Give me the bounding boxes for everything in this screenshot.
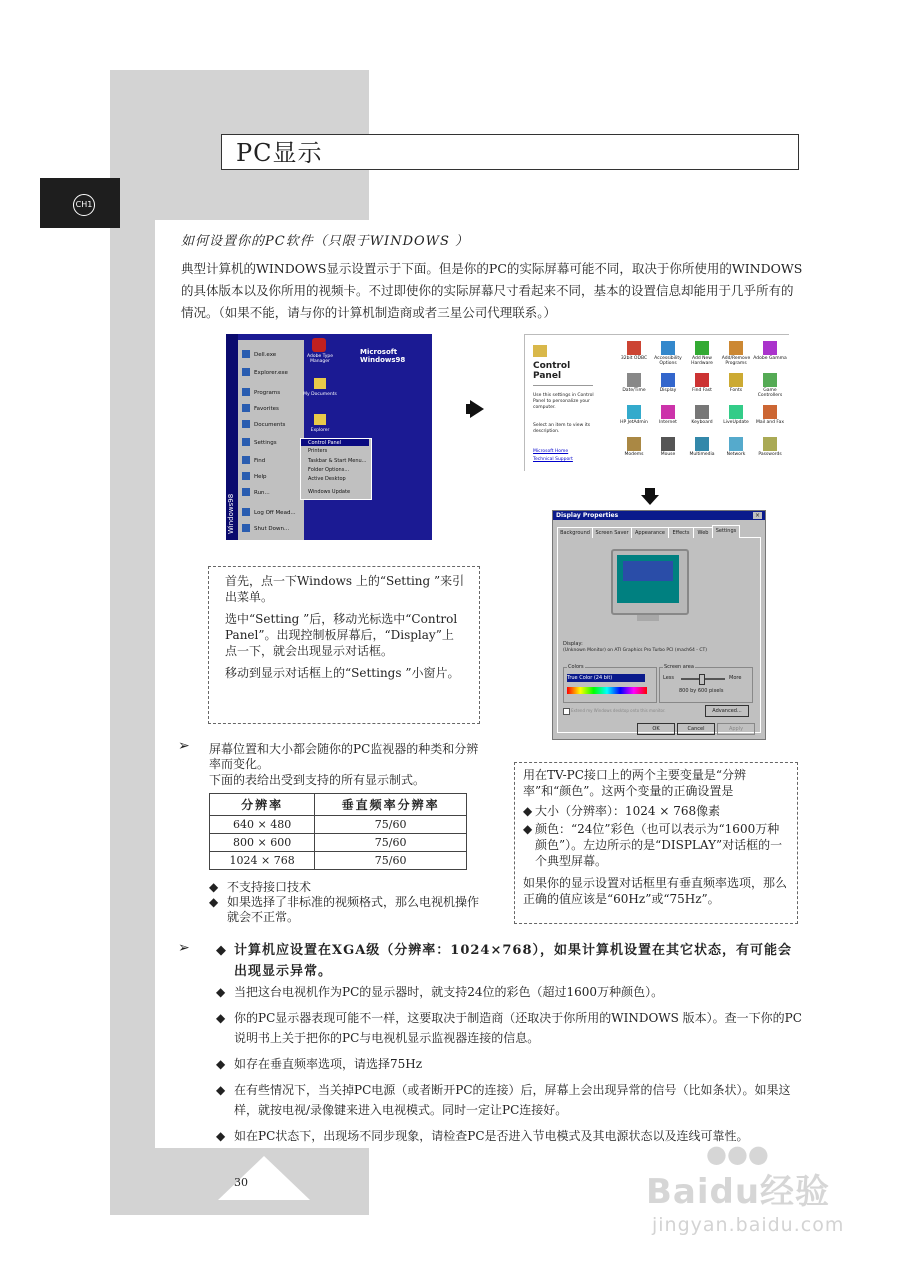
- paw-icon: ●●●: [706, 1140, 769, 1168]
- start-menu-item[interactable]: Favorites: [254, 406, 279, 412]
- bullet-item: ◆ 如果选择了非标准的视频格式，那么电视机操作就会不正常。: [209, 895, 480, 924]
- control-panel-item-label[interactable]: Adobe Gamma: [753, 356, 787, 361]
- control-panel-item-label[interactable]: Game Controllers: [757, 388, 783, 398]
- unsupported-bullets: [209, 880, 481, 925]
- control-panel-item-label[interactable]: Find Fast: [692, 388, 712, 393]
- extend-checkbox-label: Extend my Windows desktop onto this monitor.: [571, 708, 666, 713]
- menu-item-icon: [242, 404, 250, 412]
- bullet-icon: ◆: [216, 1011, 226, 1025]
- tab-background[interactable]: Background: [557, 527, 593, 538]
- start-menu-item[interactable]: Find: [254, 458, 266, 464]
- tab-effects[interactable]: Effects: [668, 527, 694, 538]
- headline-note: ◆ 计算机应设置在XGA级（分辨率：1024×768），如果计算机设置在其它状态，有可能会出现显示异常。: [216, 943, 792, 979]
- side-label: Windows98: [227, 493, 235, 534]
- control-panel-item-label[interactable]: Fonts: [729, 388, 743, 393]
- more-label: More: [729, 675, 742, 681]
- left-gray-bar: [110, 70, 155, 1215]
- ok-button[interactable]: OK: [637, 723, 675, 735]
- control-panel-item-icon[interactable]: [661, 373, 675, 387]
- intro-paragraph: 典型计算机的WINDOWS显示设置示于下面。但是你的PC的实际屏幕可能不同，取决于你所使用的WINDOWS的具体版本以及你所用的视频卡。不过即使你的实际屏幕尺寸看起来不同，基本的设置信息却能用于几乎所有的情况。（如果不能，请与你的计算机制造商或者三星公司代理联系。）: [181, 261, 803, 320]
- table-cell: 75/60: [315, 852, 467, 870]
- note-arrow-icon: ➢: [178, 738, 190, 754]
- control-panel-item-icon[interactable]: [695, 437, 709, 451]
- control-panel-item-label[interactable]: Date/Time: [622, 388, 646, 393]
- control-panel-item-label[interactable]: Mail and Fax: [755, 420, 785, 425]
- control-panel-item-icon[interactable]: [729, 341, 743, 355]
- table-cell: 800 × 600: [210, 834, 315, 852]
- control-panel-item-icon[interactable]: [729, 405, 743, 419]
- slider-thumb[interactable]: [699, 674, 705, 685]
- list-item-text: 如存在垂直频率选项，请选择75Hz: [234, 1057, 423, 1071]
- microsoft-home-link[interactable]: Microsoft Home: [533, 449, 569, 454]
- control-panel-item-label[interactable]: Internet: [659, 420, 677, 425]
- display-properties-screenshot: [552, 510, 766, 740]
- instruction-step: 首先，点一下Windows 上的“Setting ”来引出菜单。: [225, 574, 465, 604]
- table-row: [210, 816, 467, 834]
- list-item-text: 如在PC状态下，出现场不同步现象，请检查PC是否进入节电模式及其电源状态以及连线可靠性。: [234, 1129, 749, 1143]
- list-item: [216, 982, 802, 1002]
- control-panel-item-icon[interactable]: [627, 341, 641, 355]
- window-title: Display Properties: [556, 512, 619, 519]
- advanced-button[interactable]: Advanced...: [705, 705, 749, 717]
- instructions-box: [208, 566, 480, 724]
- watermark-url: jingyan.baidu.com: [652, 1214, 845, 1236]
- baidu-watermark: Baidu经验: [646, 1172, 831, 1212]
- bottom-note-list: [216, 982, 802, 1152]
- control-panel-item-icon[interactable]: [627, 405, 641, 419]
- resolution-note-line2: 下面的表给出受到支持的所有显示制式。: [209, 773, 426, 787]
- control-panel-item-label[interactable]: Network: [726, 452, 746, 457]
- table-cell: 1024 × 768: [210, 852, 315, 870]
- close-icon[interactable]: ×: [754, 512, 761, 519]
- list-item-text: 你的PC显示器表现可能不一样，这要取决于制造商（还取决于你所用的WINDOWS 版本）。查一下你的PC说明书上关于把你的PC与电视机显示监视器连接的信息。: [234, 1011, 802, 1045]
- menu-item-icon: [242, 456, 250, 464]
- control-panel-screenshot: [524, 334, 789, 471]
- table-header: 垂直频率分辨率: [315, 794, 467, 816]
- instruction-step: 移动到显示对话框上的“Settings ”小窗片。: [225, 666, 460, 680]
- control-panel-item-label[interactable]: Modems: [624, 452, 644, 457]
- list-item: [216, 1054, 802, 1074]
- submenu-item[interactable]: Printers: [308, 448, 328, 454]
- menu-item-icon: [242, 524, 250, 532]
- note-arrow-icon: ➢: [178, 940, 190, 956]
- control-panel-desc: Select an item to view its description.: [533, 423, 591, 434]
- table-row: [210, 852, 467, 870]
- control-panel-item-label[interactable]: Keyboard: [691, 420, 713, 425]
- control-panel-item-label[interactable]: Passwords: [758, 452, 782, 457]
- control-panel-item-icon[interactable]: [661, 405, 675, 419]
- control-panel-item-label[interactable]: Multimedia: [689, 452, 715, 457]
- control-panel-item-icon[interactable]: [729, 437, 743, 451]
- submenu-item[interactable]: Folder Options...: [308, 467, 350, 473]
- control-panel-item-label[interactable]: Accessibility Options: [654, 356, 682, 366]
- menu-item-icon: [242, 420, 250, 428]
- menu-item-icon: [242, 438, 250, 446]
- variables-intro: 用在TV-PC接口上的两个主要变量是“分辨率”和“颜色”。这两个变量的正确设置是: [523, 768, 747, 798]
- start-menu-item[interactable]: Settings: [254, 440, 277, 446]
- start-menu-item[interactable]: Log Off Mead...: [254, 510, 296, 516]
- control-panel-item-label[interactable]: Add New Hardware: [691, 356, 713, 366]
- resolution-value: 800 by 600 pixels: [679, 688, 724, 694]
- desktop-icon-label: Explorer: [310, 428, 330, 433]
- menu-item-icon: [242, 508, 250, 516]
- start-menu-item[interactable]: Explorer.exe: [254, 370, 288, 376]
- table-cell: 75/60: [315, 834, 467, 852]
- start-menu-item[interactable]: Shut Down...: [254, 526, 290, 532]
- bullet-icon: ◆: [216, 985, 226, 999]
- start-menu-item[interactable]: Help: [254, 474, 267, 480]
- control-panel-item-icon[interactable]: [661, 437, 675, 451]
- control-panel-icon: [533, 345, 547, 357]
- bullet-icon: ◆: [216, 1083, 226, 1097]
- technical-support-link[interactable]: Technical Support: [533, 457, 573, 462]
- cancel-button[interactable]: Cancel: [677, 723, 715, 735]
- control-panel-item-icon[interactable]: [763, 405, 777, 419]
- apply-button[interactable]: Apply: [717, 723, 755, 735]
- control-panel-item-icon[interactable]: [695, 373, 709, 387]
- colors-label: Colors: [568, 664, 584, 670]
- submenu-item[interactable]: Taskbar & Start Menu...: [308, 458, 367, 464]
- section-subtitle: 如何设置你的PC软件（只限于WINDOWS ）: [181, 234, 470, 249]
- control-panel-item-icon[interactable]: [695, 341, 709, 355]
- desktop-icon-label: Adobe Type Manager: [306, 354, 333, 364]
- control-panel-item-label[interactable]: 32bit ODBC: [620, 356, 648, 361]
- start-menu-screenshot: [226, 334, 432, 540]
- table-row: [210, 834, 467, 852]
- desktop-icon-label: My Documents: [303, 392, 337, 397]
- menu-item-icon: [242, 472, 250, 480]
- chapter-badge: CH1: [73, 194, 95, 216]
- bullet-item: ◆ 不支持接口技术: [209, 880, 312, 894]
- color-spectrum: [567, 687, 647, 694]
- less-label: Less: [663, 675, 674, 681]
- start-menu-item[interactable]: Documents: [254, 422, 286, 428]
- tab-web[interactable]: Web: [693, 527, 713, 538]
- menu-item-icon: [242, 388, 250, 396]
- resolution-note-line1: 屏幕位置和大小都会随你的PC监视器的种类和分辨率而变化。: [209, 742, 479, 771]
- list-item: [216, 1080, 802, 1120]
- control-panel-item-label[interactable]: HP JetAdmin: [620, 420, 648, 425]
- control-panel-item-label[interactable]: LiveUpdate: [723, 420, 749, 425]
- control-panel-item-label[interactable]: Display: [659, 388, 677, 393]
- instruction-step: 选中“Setting ”后，移动光标选中“Control Panel”。出现控制板屏幕后，“Display”上点一下，就会出现显示对话框。: [225, 612, 458, 658]
- control-panel-item-label[interactable]: Mouse: [660, 452, 676, 457]
- submenu-item[interactable]: Active Desktop: [308, 476, 346, 482]
- table-header: 分辨率: [210, 794, 315, 816]
- menu-item-icon: [242, 368, 250, 376]
- tab-appearance[interactable]: Appearance: [631, 527, 669, 538]
- list-item: [216, 1008, 802, 1048]
- table-cell: 640 × 480: [210, 816, 315, 834]
- arrow-right-icon: [470, 400, 484, 418]
- control-panel-item-icon[interactable]: [763, 373, 777, 387]
- page-number: 30: [234, 1176, 248, 1189]
- extend-checkbox[interactable]: [563, 708, 570, 715]
- list-item-text: 当把这台电视机作为PC的显示器时，就支持24位的彩色（超过1600万种颜色）。: [234, 985, 664, 999]
- display-label: Display:: [563, 641, 583, 647]
- bullet-item: ◆ 大小（分辨率）：1024 × 768像素: [523, 804, 721, 818]
- variables-box: [514, 762, 798, 924]
- start-menu-item[interactable]: Programs: [254, 390, 281, 396]
- submenu-item[interactable]: Windows Update: [308, 489, 351, 495]
- table-cell: 75/60: [315, 816, 467, 834]
- control-panel-item-icon[interactable]: [763, 341, 777, 355]
- colors-select[interactable]: True Color (24 bit): [567, 674, 645, 682]
- bullet-icon: ◆: [216, 1129, 226, 1143]
- display-value: (Unknown Monitor) on ATI Graphics Pro Turbo PCI (mach64 - CT): [563, 648, 708, 653]
- start-menu-item[interactable]: Dell.exe: [254, 352, 277, 358]
- control-panel-item-icon[interactable]: [763, 437, 777, 451]
- control-panel-item-icon[interactable]: [627, 373, 641, 387]
- control-panel-item-icon[interactable]: [695, 405, 709, 419]
- tab-screen-saver[interactable]: Screen Saver: [592, 527, 632, 538]
- control-panel-item-icon[interactable]: [729, 373, 743, 387]
- screen-area-label: Screen area: [664, 664, 694, 670]
- page-title: PC显示: [221, 134, 799, 170]
- list-item-text: 在有些情况下，当关掉PC电源（或者断开PC的连接）后，屏幕上会出现异常的信号（比如条状）。如果这样，就按电视/录像键来进入电视模式。同时一定让PC连接好。: [234, 1083, 791, 1117]
- start-menu-item[interactable]: Run...: [254, 490, 270, 496]
- variables-outro: 如果你的显示设置对话框里有垂直频率选项，那么正确的值应该是“60Hz”或“75Hz”。: [523, 876, 788, 906]
- menu-item-icon: [242, 350, 250, 358]
- menu-item-icon: [242, 488, 250, 496]
- windows98-logo: Microsoft Windows98: [360, 348, 406, 364]
- control-panel-title: Control Panel: [533, 361, 571, 381]
- control-panel-item-icon[interactable]: [627, 437, 641, 451]
- resolution-table: [209, 793, 467, 870]
- bullet-icon: ◆: [216, 1057, 226, 1071]
- control-panel-item-label[interactable]: Add/Remove Programs: [721, 356, 751, 366]
- bullet-item: ◆ 颜色：“24位”彩色（也可以表示为“1600万种颜色”）。左边所示的是“DISPLAY”对话框的一个典型屏幕。: [523, 822, 783, 868]
- control-panel-item-icon[interactable]: [661, 341, 675, 355]
- submenu-item[interactable]: Control Panel: [308, 440, 342, 446]
- control-panel-desc: Use this settings in Control Panel to personalize your computer.: [533, 393, 594, 410]
- tab-settings[interactable]: Settings: [712, 525, 740, 538]
